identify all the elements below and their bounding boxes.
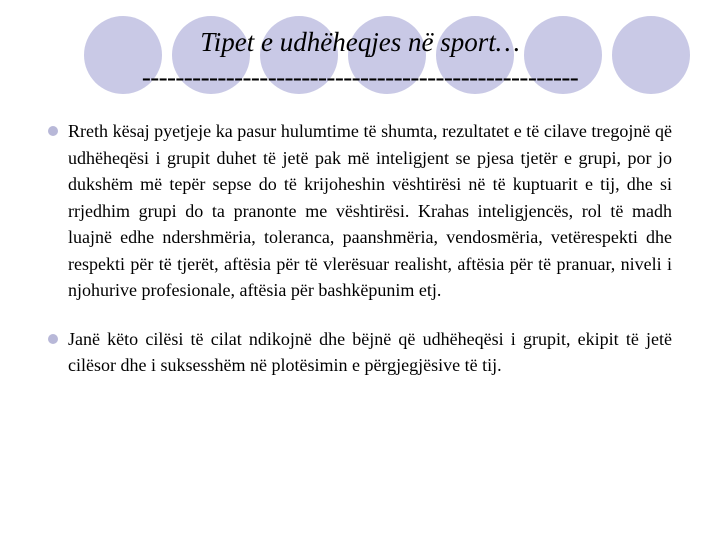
slide-title: Tipet e udhëheqjes në sport…	[200, 27, 520, 57]
bullet-icon	[48, 126, 58, 136]
bullet-item	[48, 326, 672, 379]
title-underline: ----------------------------------------------------	[141, 62, 579, 92]
bullet-item	[48, 118, 672, 304]
bullet-icon	[48, 334, 58, 344]
bullet-text: Janë këto cilësi të cilat ndikojnë dhe bëjnë që udhëheqësi i grupit, ekipit të jetë cilësor dhe i suksesshëm në plotësimin e përgjegjësive të tij.	[68, 328, 672, 375]
slide-content	[48, 118, 672, 401]
bullet-text: Rreth kësaj pyetjeje ka pasur hulumtime të shumta, rezultatet e të cilave tregojnë që udhëheqësi i grupit duhet të jetë pak më inteligjent se pjesa tjetër e grupi, por jo dukshëm më tepër sepse do të krijoheshin vështirësi në të kuptuarit e tij, dhe si rrjedhim grupi do ta pranonte me vështirësi. Krahas inteligjencës, rol të madh luajnë edhe ndershmëria, toleranca, paanshmëria, vendosmëria, vetërespekti dhe respekti për të tjerët, aftësia për të vlerësuar realisht, aftësia për të pranuar, niveli i njohurive profesionale, aftësia për bashkëpunim etj.	[68, 121, 672, 300]
